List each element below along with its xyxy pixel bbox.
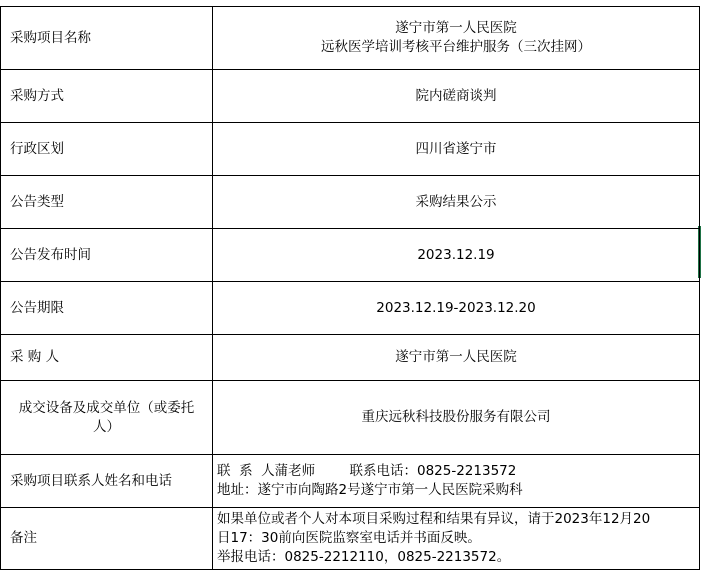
project-title: 远秋医学培训考核平台维护服务（三次挂网） — [321, 39, 591, 55]
row-value-winning-unit: 重庆远秋科技股份服务有限公司 — [213, 381, 700, 455]
procurement-announcement-table — [0, 6, 700, 570]
row-label-notice-type: 公告类型 — [1, 176, 213, 229]
row-value-notice-type: 采购结果公示 — [213, 176, 700, 229]
table-row — [1, 70, 700, 123]
row-value-publish-time: 2023.12.19 — [213, 229, 700, 282]
contact-person-phone: 联 系 人蒲老师 联系电话：0825-2213572 — [217, 463, 517, 479]
row-value-purchaser: 遂宁市第一人民医院 — [213, 335, 700, 381]
table-row — [1, 7, 700, 70]
remarks-line-2: 日17：30前向医院监察室电话并书面反映。 — [217, 530, 481, 546]
contact-address: 地址：遂宁市向陶路2号遂宁市第一人民医院采购科 — [217, 482, 523, 498]
table-row — [1, 381, 700, 455]
row-label-method: 采购方式 — [1, 70, 213, 123]
row-value-method: 院内磋商谈判 — [213, 70, 700, 123]
table-row — [1, 508, 700, 570]
row-label-remarks: 备注 — [1, 508, 213, 570]
table-row — [1, 176, 700, 229]
row-label-winning-unit — [1, 381, 213, 455]
table-row — [1, 123, 700, 176]
row-value-remarks — [213, 508, 700, 570]
row-label-region: 行政区划 — [1, 123, 213, 176]
row-label-notice-period: 公告期限 — [1, 282, 213, 335]
winning-unit-label-line-1: 成交设备及成交单位（或委托 — [18, 399, 195, 416]
row-label-project-name: 采购项目名称 — [1, 7, 213, 70]
remarks-line-3: 举报电话：0825-2212110，0825-2213572。 — [217, 549, 511, 565]
table-row — [1, 229, 700, 282]
row-value-contact — [213, 455, 700, 508]
row-value-region: 四川省遂宁市 — [213, 123, 700, 176]
table-row — [1, 455, 700, 508]
row-label-publish-time: 公告发布时间 — [1, 229, 213, 282]
remarks-line-1: 如果单位或者个人对本项目采购过程和结果有异议，请于2023年12月20 — [217, 511, 651, 527]
row-value-notice-period: 2023.12.19-2023.12.20 — [213, 282, 700, 335]
project-hospital: 遂宁市第一人民医院 — [395, 20, 517, 36]
winning-unit-label-line-2: 人） — [93, 418, 120, 435]
row-label-purchaser: 采 购 人 — [1, 335, 213, 381]
table-row — [1, 282, 700, 335]
table-row — [1, 335, 700, 381]
row-value-project-name — [213, 7, 700, 70]
row-label-contact: 采购项目联系人姓名和电话 — [1, 455, 213, 508]
